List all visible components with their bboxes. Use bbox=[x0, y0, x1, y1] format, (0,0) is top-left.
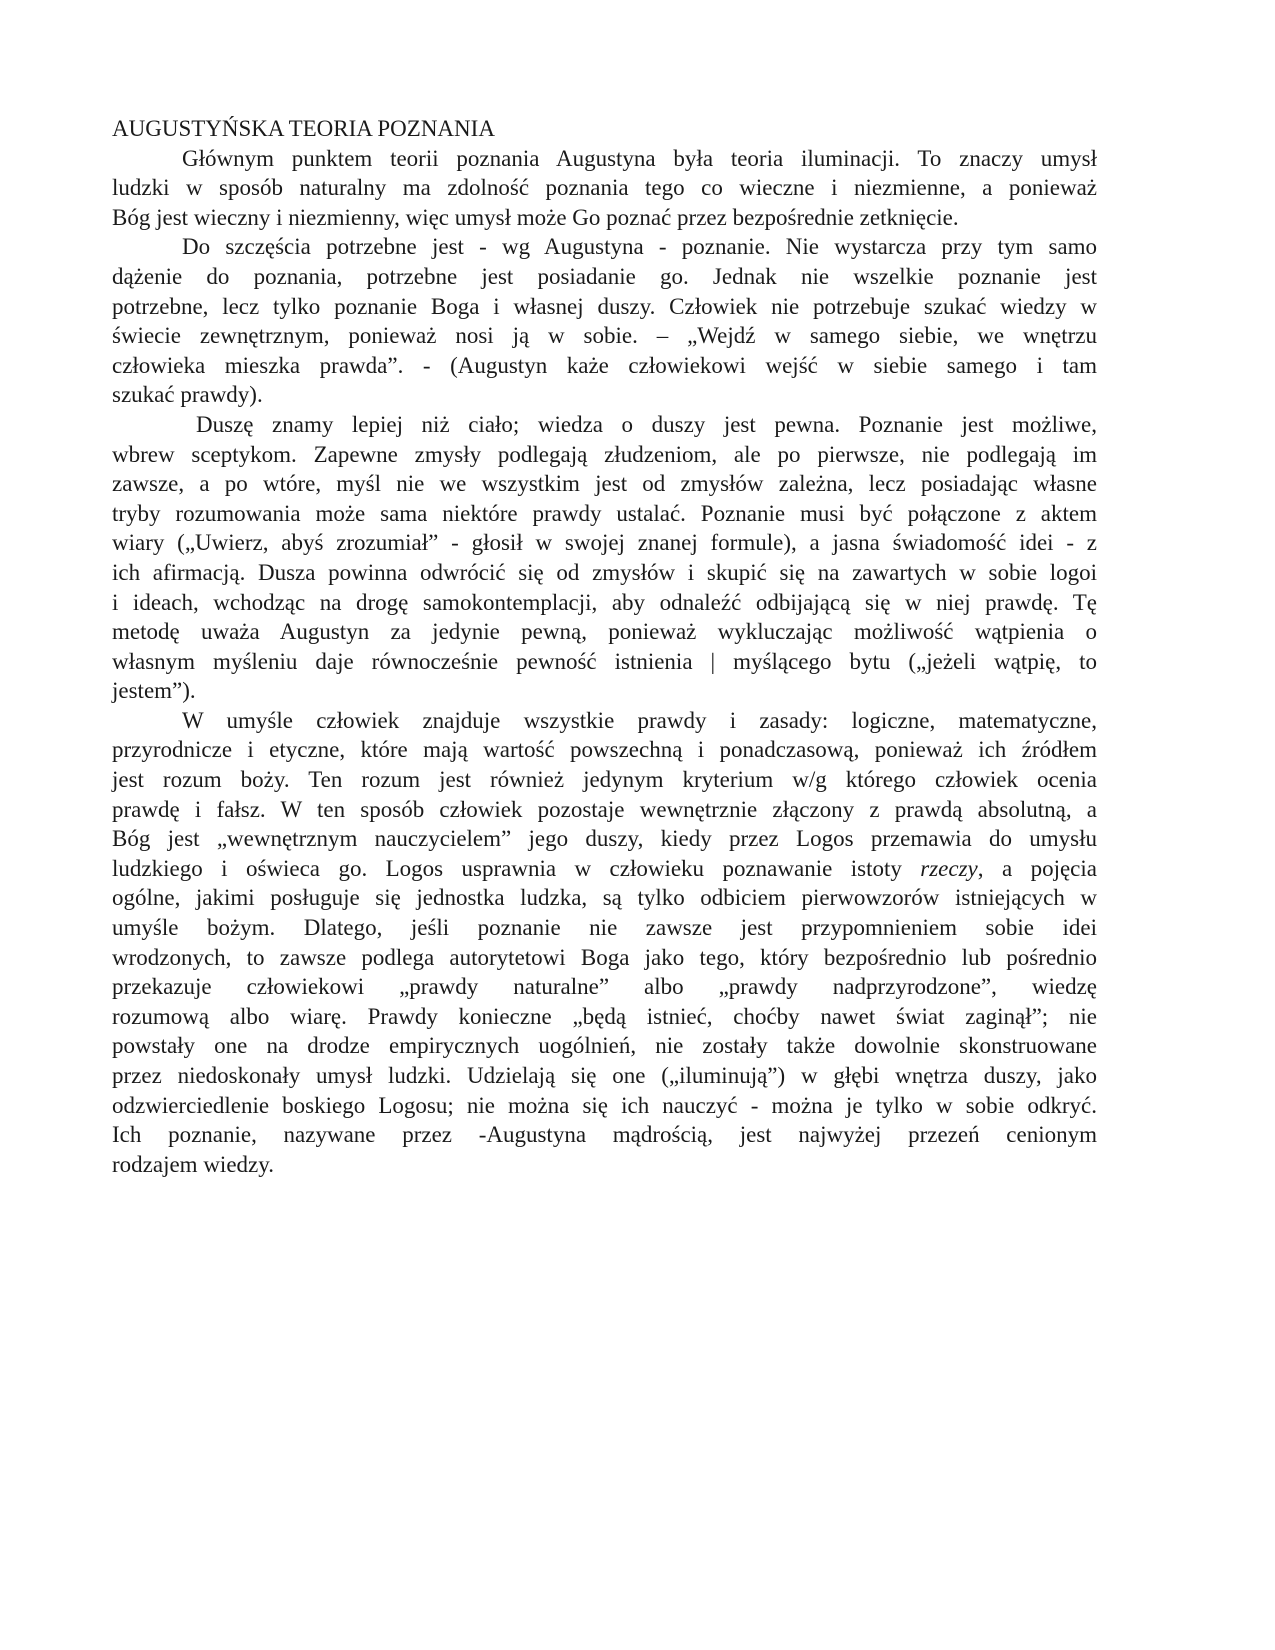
text-line: tryby rozumowania może sama niektóre prawdy ustalać. Poznanie musi być połączone z aktem bbox=[112, 500, 1097, 526]
text-line: wbrew sceptykom. Zapewne zmysły podlegają złudzeniom, ale po pierwsze, nie podlegają im bbox=[112, 441, 1097, 467]
document-body bbox=[112, 144, 1097, 1180]
italic-word: rzeczy bbox=[920, 855, 978, 881]
text-line: ich afirmacją. Dusza powinna odwrócić się od zmysłów i skupić się na zawartych w sobie logoi bbox=[112, 559, 1097, 585]
text-line: Do szczęścia potrzebne jest - wg Augustyna - poznanie. Nie wystarcza przy tym samo bbox=[182, 234, 1097, 260]
document-title: AUGUSTYŃSKA TEORIA POZNANIA bbox=[112, 116, 495, 141]
text-line: wrodzonych, to zawsze podlega autorytetowi Boga jako tego, który bezpośrednio lub pośrednio bbox=[112, 944, 1097, 970]
text-line: przez niedoskonały umysł ludzki. Udzielają się one („iluminują”) w głębi wnętrza duszy, jako bbox=[112, 1063, 1097, 1088]
text-line: W umyśle człowiek znajduje wszystkie prawdy i zasady: logiczne, matematyczne, bbox=[182, 707, 1097, 733]
text-line: człowieka mieszka prawda”. - (Augustyn każe człowiekowi wejść w siebie samego i tam bbox=[112, 352, 1097, 378]
text-line: Bóg jest „wewnętrznym nauczycielem” jego duszy, kiedy przez Logos przemawia do umysłu bbox=[112, 826, 1097, 852]
paragraph bbox=[112, 410, 1097, 706]
text-line: dążenie do poznania, potrzebne jest posiadanie go. Jednak nie wszelkie poznanie jest bbox=[112, 263, 1097, 289]
text-line: rozumową albo wiarę. Prawdy konieczne „będą istnieć, choćby nawet świat zaginął”; nie bbox=[112, 1003, 1097, 1029]
text-line: odzwierciedlenie boskiego Logosu; nie można się ich nauczyć - można je tylko w sobie odkryć. bbox=[112, 1092, 1097, 1118]
text-line: własnym myśleniu daje równocześnie pewność istnienia | myślącego bytu („jeżeli wątpię, to bbox=[112, 648, 1097, 674]
text-line: ludzkiego i oświeca go. Logos usprawnia w człowieku poznawanie istoty rzeczy, a pojęcia bbox=[112, 855, 1097, 881]
text-line: jestem”). bbox=[112, 678, 196, 704]
text-line: prawdę i fałsz. W ten sposób człowiek pozostaje wewnętrznie złączony z prawdą absolutną, a bbox=[112, 796, 1097, 822]
paragraph bbox=[112, 144, 1097, 233]
text-line: umyśle bożym. Dlatego, jeśli poznanie nie zawsze jest przypomnieniem sobie idei bbox=[112, 915, 1097, 941]
text-line: szukać prawdy). bbox=[112, 382, 263, 408]
text-line: potrzebne, lecz tylko poznanie Boga i własnej duszy. Człowiek nie potrzebuje szukać wiedzy w bbox=[112, 293, 1097, 319]
text-line: Duszę znamy lepiej niż ciało; wiedza o duszy jest pewna. Poznanie jest możliwe, bbox=[196, 411, 1097, 437]
text-line: metodę uważa Augustyn za jedynie pewną, ponieważ wykluczając możliwość wątpienia o bbox=[112, 619, 1097, 645]
text-line: ludzki w sposób naturalny ma zdolność poznania tego co wieczne i niezmienne, a ponieważ bbox=[112, 175, 1097, 201]
text-line: przekazuje człowiekowi „prawdy naturalne” albo „prawdy nadprzyrodzone”, wiedzę bbox=[112, 974, 1097, 1000]
text-line: Ich poznanie, nazywane przez -Augustyna mądrością, jest najwyżej przezeń cenionym bbox=[112, 1122, 1097, 1148]
paragraph bbox=[112, 232, 1097, 410]
paragraph bbox=[112, 706, 1097, 1180]
text-line: i ideach, wchodząc na drogę samokontemplacji, aby odnaleźć odbijającą się w niej prawdę. Tę bbox=[112, 589, 1097, 615]
document-page bbox=[112, 114, 1097, 1179]
text-line: rodzajem wiedzy. bbox=[112, 1151, 274, 1177]
text-line: zawsze, a po wtóre, myśl nie we wszystkim jest od zmysłów zależna, lecz posiadając własne bbox=[112, 471, 1097, 497]
text-line: Głównym punktem teorii poznania Augustyna była teoria iluminacji. To znaczy umysł bbox=[182, 145, 1097, 171]
text-line: przyrodnicze i etyczne, które mają wartość powszechną i ponadczasową, ponieważ ich źródłem bbox=[112, 737, 1097, 763]
text-line: ogólne, jakimi posługuje się jednostka ludzka, są tylko odbiciem pierwowzorów istniejących w bbox=[112, 885, 1097, 911]
text-line: wiary („Uwierz, abyś zrozumiał” - głosił w swojej znanej formule), a jasna świadomość idei - z bbox=[112, 530, 1097, 556]
text-line: świecie zewnętrznym, ponieważ nosi ją w sobie. – „Wejdź w samego siebie, we wnętrzu bbox=[112, 323, 1097, 349]
text-line: Bóg jest wieczny i niezmienny, więc umysł może Go poznać przez bezpośrednie zetknięcie. bbox=[112, 204, 959, 230]
text-line: jest rozum boży. Ten rozum jest również jedynym kryterium w/g którego człowiek ocenia bbox=[112, 767, 1097, 793]
text-line: powstały one na drodze empirycznych uogólnień, nie zostały także dowolnie skonstruowane bbox=[112, 1033, 1097, 1059]
